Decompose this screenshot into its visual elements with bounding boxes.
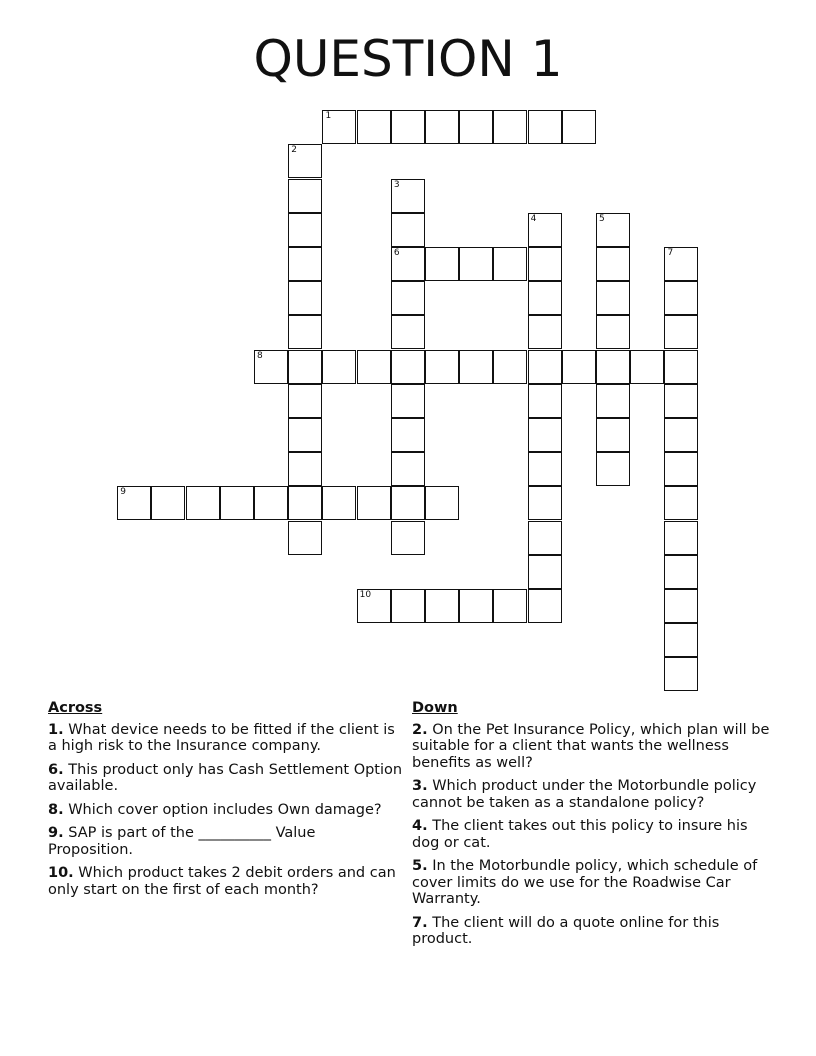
clue-number: 2. bbox=[412, 721, 428, 738]
crossword-cell[interactable] bbox=[220, 486, 254, 520]
clue-text: What device needs to be fitted if the client is a high risk to the Insurance company. bbox=[48, 721, 395, 754]
crossword-cell[interactable] bbox=[425, 247, 459, 281]
crossword-cell[interactable] bbox=[254, 350, 288, 384]
clue-text: The client will do a quote online for this product. bbox=[412, 914, 720, 947]
clue-text: Which product under the Motorbundle policy cannot be taken as a standalone policy? bbox=[412, 778, 757, 811]
clue-number: 4. bbox=[412, 818, 428, 834]
crossword-cell[interactable] bbox=[528, 350, 562, 384]
clue-number-label: 6 bbox=[393, 248, 400, 259]
crossword-cell[interactable] bbox=[528, 384, 562, 418]
crossword-cell[interactable] bbox=[596, 315, 630, 349]
crossword-cell[interactable] bbox=[528, 213, 562, 247]
crossword-cell[interactable] bbox=[664, 657, 698, 691]
clue-number-label: 5 bbox=[599, 213, 605, 224]
clue-across-1 bbox=[48, 722, 403, 755]
crossword-cell[interactable] bbox=[664, 486, 698, 520]
crossword-cell[interactable] bbox=[288, 247, 322, 281]
clue-number-label: 10 bbox=[359, 590, 372, 601]
crossword-cell[interactable] bbox=[459, 350, 493, 384]
crossword-cell[interactable] bbox=[391, 589, 425, 623]
crossword-cell[interactable] bbox=[664, 623, 698, 657]
clue-number-label: 9 bbox=[120, 487, 126, 498]
across-heading: Across bbox=[48, 700, 103, 716]
crossword-cell[interactable] bbox=[528, 452, 562, 486]
clue-number: 6. bbox=[48, 761, 64, 778]
crossword-cell[interactable] bbox=[391, 452, 425, 486]
crossword-cell[interactable] bbox=[117, 486, 151, 520]
clue-text: On the Pet Insurance Policy, which plan will be suitable for a client that wants the wellness benefits as well? bbox=[412, 721, 770, 771]
crossword-cell[interactable] bbox=[562, 110, 596, 144]
crossword-cell[interactable] bbox=[596, 247, 630, 281]
clue-across-6 bbox=[48, 762, 403, 795]
crossword-cell[interactable] bbox=[391, 213, 425, 247]
crossword-cell[interactable] bbox=[357, 350, 391, 384]
crossword-cell[interactable] bbox=[528, 418, 562, 452]
crossword-cell[interactable] bbox=[391, 418, 425, 452]
clue-text: Which product takes 2 debit orders and can only start on the first of each month? bbox=[48, 865, 396, 898]
crossword-cell[interactable] bbox=[288, 281, 322, 315]
crossword-cell[interactable] bbox=[391, 110, 425, 144]
crossword-cell[interactable] bbox=[151, 486, 185, 520]
crossword-cell[interactable] bbox=[288, 418, 322, 452]
crossword-cell[interactable] bbox=[391, 384, 425, 418]
crossword-cell[interactable] bbox=[288, 350, 322, 384]
clue-down-4 bbox=[412, 818, 772, 851]
crossword-cell[interactable] bbox=[528, 521, 562, 555]
crossword-cell[interactable] bbox=[357, 589, 391, 623]
crossword-cell[interactable] bbox=[596, 350, 630, 384]
clue-number-label: 4 bbox=[530, 213, 537, 224]
crossword-cell[interactable] bbox=[391, 179, 425, 213]
crossword-cell[interactable] bbox=[664, 452, 698, 486]
crossword-cell[interactable] bbox=[459, 589, 493, 623]
clue-down-3 bbox=[412, 778, 772, 811]
clue-number-label: 3 bbox=[393, 179, 400, 190]
crossword-cell[interactable] bbox=[596, 281, 630, 315]
crossword-cell[interactable] bbox=[322, 350, 356, 384]
crossword-cell[interactable] bbox=[288, 179, 322, 213]
crossword-cell[interactable] bbox=[459, 110, 493, 144]
clue-down-2 bbox=[412, 722, 772, 772]
clue-number: 10. bbox=[48, 865, 74, 881]
clue-number: 5. bbox=[412, 858, 428, 874]
crossword-cell[interactable] bbox=[664, 521, 698, 555]
crossword-cell[interactable] bbox=[288, 144, 322, 178]
crossword-cell[interactable] bbox=[528, 486, 562, 520]
clue-number: 9. bbox=[48, 825, 64, 841]
clue-number-label: 2 bbox=[291, 145, 297, 156]
clue-text: In the Motorbundle policy, which schedule of cover limits do we use for the Roadwise Car Warranty. bbox=[412, 858, 758, 907]
crossword-cell[interactable] bbox=[288, 486, 322, 520]
down-heading: Down bbox=[412, 700, 458, 716]
clue-number: 8. bbox=[48, 801, 64, 818]
crossword-cell[interactable] bbox=[391, 521, 425, 555]
crossword-cell[interactable] bbox=[596, 418, 630, 452]
crossword-cell[interactable] bbox=[391, 350, 425, 384]
clue-number-label: 1 bbox=[325, 111, 332, 122]
crossword-cell[interactable] bbox=[288, 213, 322, 247]
crossword-cell[interactable] bbox=[528, 589, 562, 623]
clue-number: 7. bbox=[412, 914, 428, 931]
crossword-cell[interactable] bbox=[664, 247, 698, 281]
clue-across-8 bbox=[48, 802, 403, 819]
clue-number-label: 8 bbox=[257, 350, 263, 361]
crossword-cell[interactable] bbox=[528, 247, 562, 281]
crossword-cell[interactable] bbox=[528, 555, 562, 589]
crossword-cell[interactable] bbox=[357, 110, 391, 144]
crossword-cell[interactable] bbox=[425, 350, 459, 384]
crossword-cell[interactable] bbox=[425, 486, 459, 520]
crossword-cell[interactable] bbox=[528, 281, 562, 315]
crossword-cell[interactable] bbox=[664, 315, 698, 349]
crossword-cell[interactable] bbox=[391, 247, 425, 281]
crossword-cell[interactable] bbox=[528, 110, 562, 144]
crossword-cell[interactable] bbox=[596, 452, 630, 486]
clue-down-7 bbox=[412, 915, 772, 948]
crossword-cell[interactable] bbox=[664, 589, 698, 623]
crossword-cell[interactable] bbox=[288, 521, 322, 555]
clue-down-5 bbox=[412, 858, 772, 908]
crossword-cell[interactable] bbox=[493, 247, 527, 281]
crossword-cell[interactable] bbox=[186, 486, 220, 520]
crossword-cell[interactable] bbox=[391, 486, 425, 520]
crossword-cell[interactable] bbox=[528, 315, 562, 349]
crossword-cell[interactable] bbox=[391, 281, 425, 315]
crossword-cell[interactable] bbox=[425, 589, 459, 623]
down-clues bbox=[412, 700, 772, 955]
crossword-cell[interactable] bbox=[322, 110, 356, 144]
crossword-cell[interactable] bbox=[425, 110, 459, 144]
clue-text: SAP is part of the __________ Value Proposition. bbox=[48, 825, 316, 858]
crossword-cell[interactable] bbox=[493, 110, 527, 144]
crossword-cell[interactable] bbox=[459, 247, 493, 281]
crossword-cell[interactable] bbox=[664, 350, 698, 384]
crossword-cell[interactable] bbox=[596, 384, 630, 418]
crossword-cell[interactable] bbox=[322, 486, 356, 520]
crossword-cell[interactable] bbox=[562, 350, 596, 384]
clue-across-10 bbox=[48, 865, 403, 898]
clue-number-label: 7 bbox=[667, 248, 674, 259]
crossword-cell[interactable] bbox=[288, 384, 322, 418]
clue-number: 3. bbox=[412, 778, 428, 794]
clue-across-9 bbox=[48, 825, 403, 858]
clue-text: This product only has Cash Settlement Option available. bbox=[48, 761, 403, 794]
page-title: QUESTION 1 bbox=[253, 30, 563, 88]
crossword-cell[interactable] bbox=[254, 486, 288, 520]
crossword-cell[interactable] bbox=[288, 315, 322, 349]
crossword-cell[interactable] bbox=[391, 315, 425, 349]
crossword-cell[interactable] bbox=[357, 486, 391, 520]
crossword-cell[interactable] bbox=[288, 452, 322, 486]
crossword-cell[interactable] bbox=[664, 281, 698, 315]
clue-text: The client takes out this policy to insure his dog or cat. bbox=[412, 818, 748, 851]
crossword-cell[interactable] bbox=[664, 555, 698, 589]
clue-number: 1. bbox=[48, 721, 64, 738]
crossword-cell[interactable] bbox=[596, 213, 630, 247]
across-clues bbox=[48, 700, 403, 905]
crossword-cell[interactable] bbox=[664, 418, 698, 452]
crossword-cell[interactable] bbox=[493, 589, 527, 623]
clue-text: Which cover option includes Own damage? bbox=[68, 801, 382, 818]
crossword-cell[interactable] bbox=[493, 350, 527, 384]
crossword-cell[interactable] bbox=[630, 350, 664, 384]
crossword-cell[interactable] bbox=[664, 384, 698, 418]
